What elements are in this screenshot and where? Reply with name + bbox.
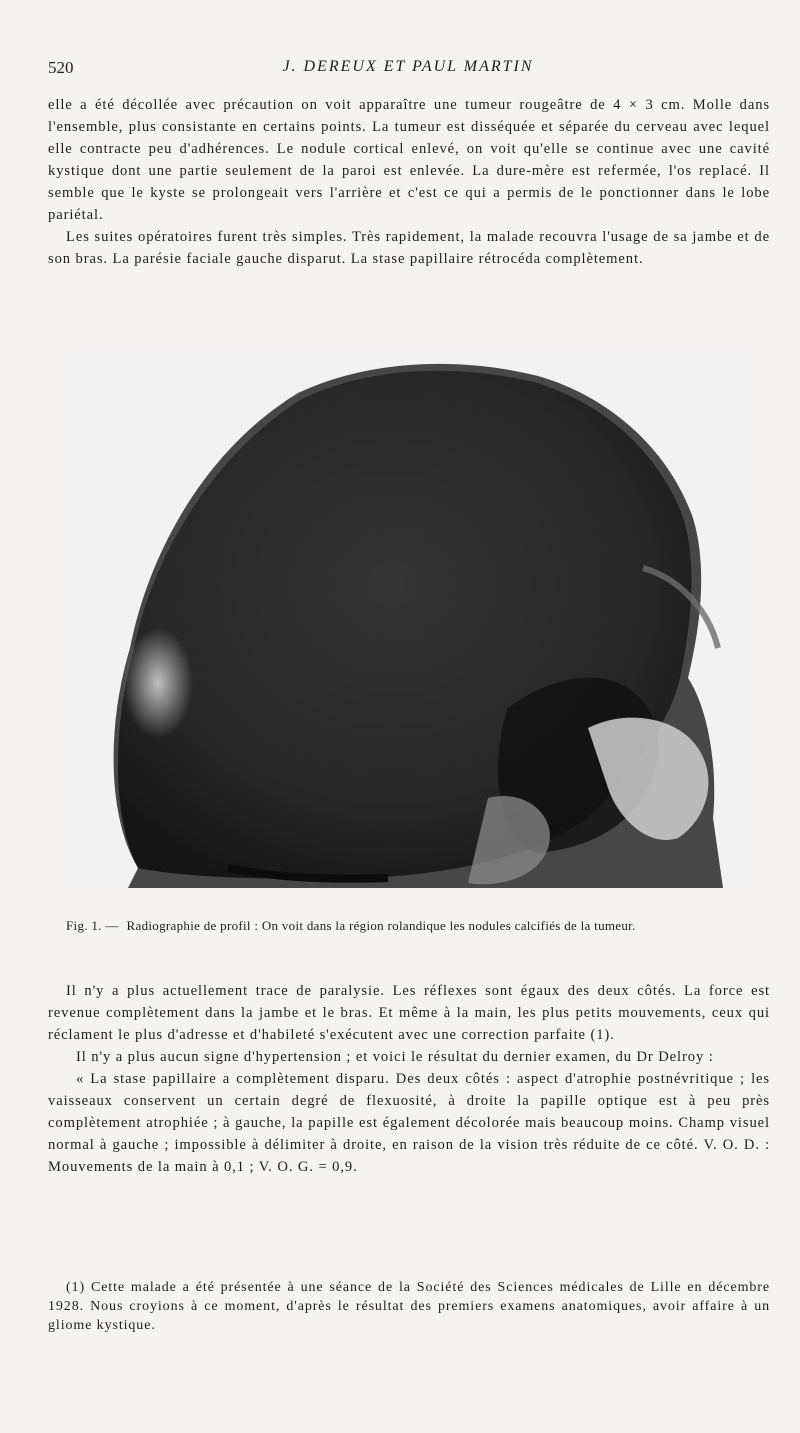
bottom-paragraph-3: « La stase papillaire a complètement disparu. Des deux côtés : aspect d'atrophie postnévritique ; les vaisseaux conservent un certain degré de flexuosité, à droite la papille optique est à peu près complètement atrophiée ; à gauche, la papille est également décolorée mais beaucoup moins. Champ visuel normal à gauche ; impossible à délimiter à droite, en raison de la vision très réduite de ce côté. V. O. D. : Mouvements de la main à 0,1 ; V. O. G. = 0,9. xyxy=(48,1071,770,1175)
figure-caption-text: Radiographie de profil : On voit dans la région rolandique les nodules calcifiés de la tumeur. xyxy=(126,918,636,933)
footnote xyxy=(48,1278,770,1335)
footnote-text: (1) Cette malade a été présentée à une séance de la Société des Sciences médicales de Lille en décembre 1928. Nous croyions à ce moment, d'après le résultat des premiers examens anatomiques, avoir affaire à un gliome kystique. xyxy=(48,1280,770,1333)
figure-label: Fig. 1. — xyxy=(66,918,119,933)
skull-radiograph-image xyxy=(68,348,750,888)
top-paragraph-2: Les suites opératoires furent très simples. Très rapidement, la malade recouvra l'usage de sa jambe et de son bras. La parésie faciale gauche disparut. La stase papillaire rétrocéda complètement. xyxy=(48,229,770,267)
bottom-paragraph-2: Il n'y a plus aucun signe d'hypertension ; et voici le résultat du dernier examen, du Dr Delroy : xyxy=(76,1049,714,1065)
page-header xyxy=(48,58,768,82)
bottom-text-block xyxy=(48,980,770,1178)
figure-caption xyxy=(66,918,766,934)
skull-radiograph-figure xyxy=(68,348,750,888)
running-title: J. DEREUX ET PAUL MARTIN xyxy=(282,58,534,75)
bottom-paragraph-1: Il n'y a plus actuellement trace de paralysie. Les réflexes sont égaux des deux côtés. La force est revenue complètement dans la jambe et le bras. Et même à la main, les plus petits mouvements, ceux qui réclament le plus d'adresse et d'habileté s'exécutent avec une correction parfaite (1). xyxy=(48,983,770,1043)
top-paragraph-1: elle a été décollée avec précaution on voit apparaître une tumeur rougeâtre de 4 × 3 cm. Molle dans l'ensemble, plus consistante en certains points. La tumeur est disséquée et séparée du cerveau avec lequel elle contracte peu d'adhérences. Le nodule cortical enlevé, on voit qu'elle se continue avec une cavité kystique dont une partie seulement de la paroi est enlevée. La dure-mère est refermée, l'os replacé. Il semble que le kyste se prolongeait vers l'arrière et c'est ce qui a permis de le ponctionner dans le lobe pariétal. xyxy=(48,97,770,223)
top-text-block xyxy=(48,94,770,270)
page-number: 520 xyxy=(48,58,74,77)
